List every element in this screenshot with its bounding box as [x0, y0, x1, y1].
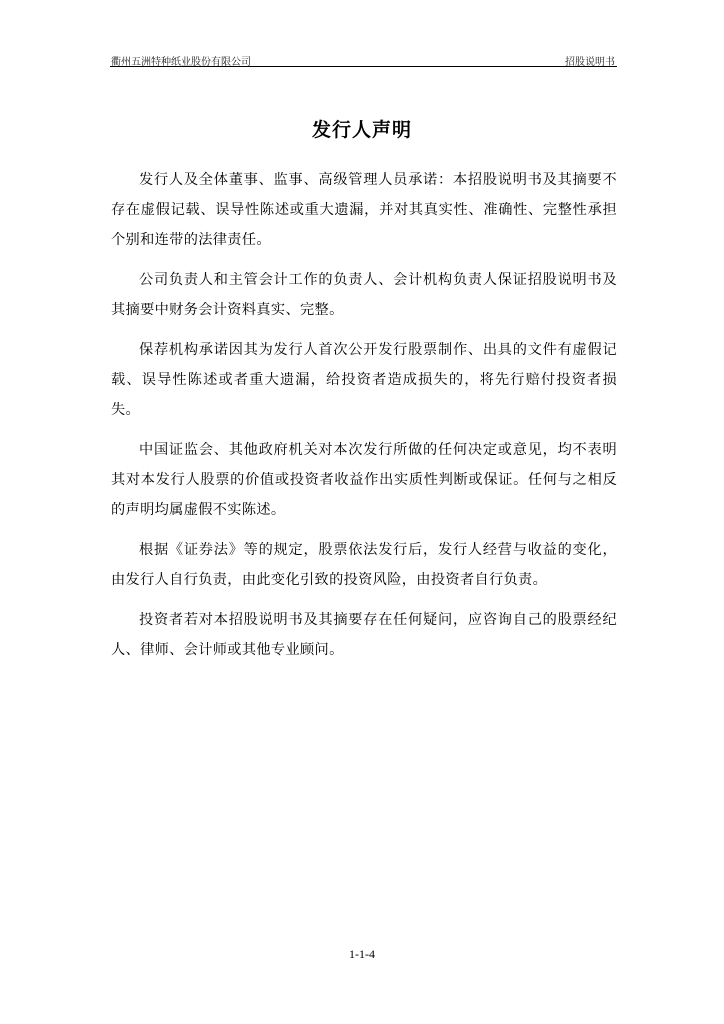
- paragraph: 中国证监会、其他政府机关对本次发行所做的任何决定或意见，均不表明其对本发行人股票的价值或投资者收益作出实质性判断或保证。任何与之相反的声明均属虚假不实陈述。: [111, 442, 617, 518]
- paragraph: 投资者若对本招股说明书及其摘要存在任何疑问，应咨询自己的股票经纪人、律师、会计师或其他专业顾问。: [111, 612, 617, 658]
- statement-body: [111, 165, 617, 675]
- header-document-type: 招股说明书: [565, 57, 615, 68]
- paragraph: 发行人及全体董事、监事、高级管理人员承诺：本招股说明书及其摘要不存在虚假记载、误导性陈述或重大遗漏，并对其真实性、准确性、完整性承担个别和连带的法律责任。: [111, 172, 617, 248]
- page-title: 发行人声明: [311, 119, 412, 141]
- paragraph: 公司负责人和主管会计工作的负责人、会计机构负责人保证招股说明书及其摘要中财务会计资料真实、完整。: [111, 272, 617, 318]
- paragraph: 根据《证券法》等的规定，股票依法发行后，发行人经营与收益的变化，由发行人自行负责，由此变化引致的投资风险，由投资者自行负责。: [111, 542, 617, 588]
- page-header: [110, 51, 617, 67]
- page-number: 1-1-4: [349, 947, 375, 961]
- paragraph: 保荐机构承诺因其为发行人首次公开发行股票制作、出具的文件有虚假记载、误导性陈述或者重大遗漏，给投资者造成损失的，将先行赔付投资者损失。: [111, 342, 617, 418]
- header-company-name: 衢州五洲特种纸业股份有限公司: [111, 57, 251, 68]
